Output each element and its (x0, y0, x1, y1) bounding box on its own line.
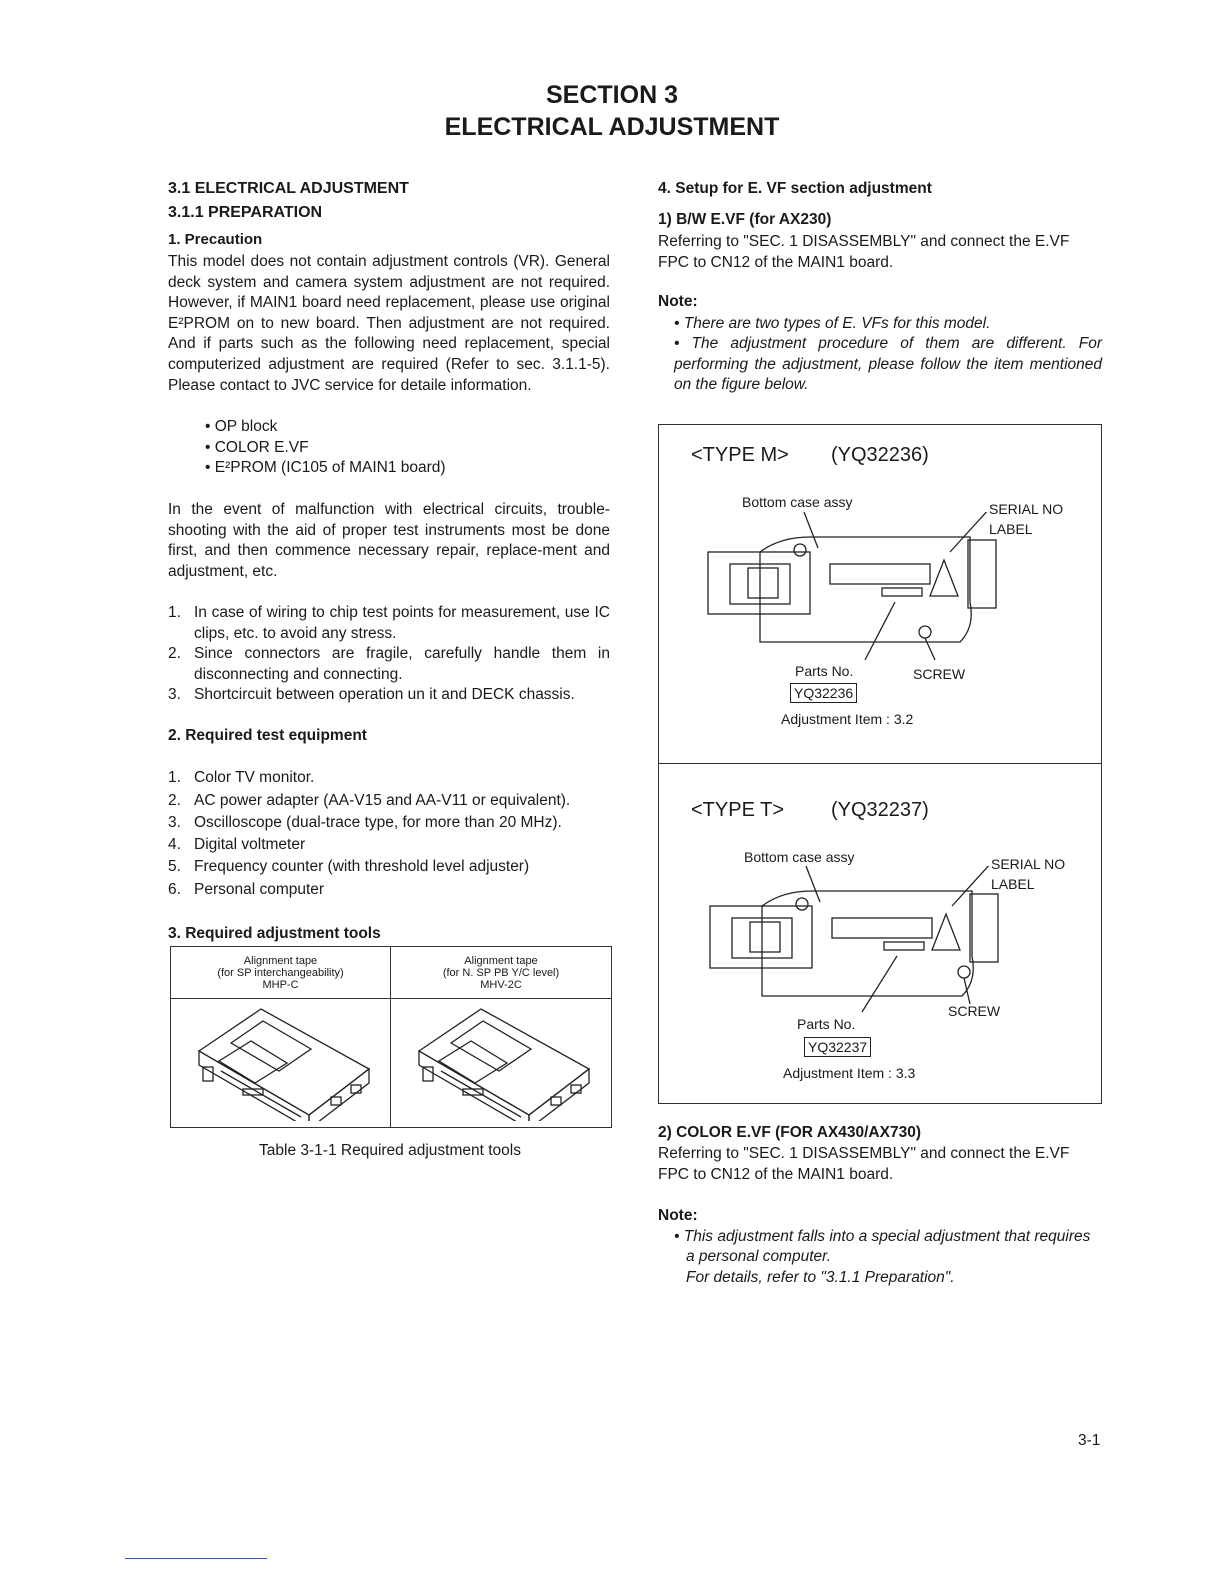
page-title: ELECTRICAL ADJUSTMENT (444, 113, 780, 141)
type-t-code: (YQ32237) (831, 799, 929, 821)
tools-table (170, 946, 612, 1128)
page-number: 3-1 (1078, 1432, 1101, 1449)
serial-label: LABEL (991, 876, 1035, 892)
note-item: • This adjustment falls into a special adjustment that requires (674, 1228, 1091, 1245)
color-evf-text: Referring to "SEC. 1 DISASSEMBLY" and connect the E.VF FPC to CN12 of the MAIN1 board. (658, 1145, 1070, 1183)
tool-header: Alignment tape (for N. SP PB Y/C level) MHV-2C (442, 955, 560, 991)
bw-evf-text: Referring to "SEC. 1 DISASSEMBLY" and connect the E.VF FPC to CN12 of the MAIN1 board. (658, 233, 1070, 271)
type-t-label: <TYPE T> (691, 799, 785, 821)
heading-precaution: 1. Precaution (168, 231, 263, 248)
caution-text: Since connectors are fragile, carefully handle them in disconnecting and connecting. (194, 645, 610, 683)
malfunction-paragraph: In the event of malfunction with electrical circuits, trouble-shooting with the aid of proper test instruments most be done first, and then commence necessary repair, replace-ment and adjustment, etc. (168, 501, 610, 580)
type-m-code: (YQ32236) (831, 444, 929, 466)
part-item: • COLOR E.VF (205, 439, 309, 456)
screw-label: SCREW (948, 1003, 1001, 1019)
adjustment-item: Adjustment Item : 3.2 (781, 711, 914, 727)
footer-rule (125, 1558, 267, 1559)
note-item: • There are two types of E. VFs for this model. (674, 315, 991, 332)
part-number: YQ32237 (804, 1037, 871, 1057)
heading-bw-evf: 1) B/W E.VF (for AX230) (658, 211, 832, 228)
note-item: For details, refer to "3.1.1 Preparation". (686, 1269, 955, 1286)
note-label: Note: (658, 1207, 698, 1224)
cassette-tape-icon (191, 1003, 381, 1121)
precaution-paragraph: This model does not contain adjustment controls (VR). General deck system and camera system adjustment are not required. However, if MAIN1 board need replacement, please use original E²PROM on to new board. Then adjustment are not required. And if parts such as the following need replacement, special computerized adjustment are required (Refer to sec. 3.1.1-5). Please contact to JVC service for detaile information. (168, 253, 610, 394)
note-item: a personal computer. (686, 1248, 832, 1265)
table-caption: Table 3-1-1 Required adjustment tools (259, 1142, 521, 1159)
serial-label: LABEL (989, 521, 1033, 537)
heading-test-equipment: 2. Required test equipment (168, 727, 367, 744)
tool-header: Alignment tape (for SP interchangeability) MHP-C (217, 955, 344, 991)
parts-no-label: Parts No. (795, 663, 854, 679)
serial-label: SERIAL NO (991, 856, 1066, 872)
caution-item: 3. (168, 686, 181, 703)
heading-setup-evf: 4. Setup for E. VF section adjustment (658, 180, 932, 197)
caution-item: 1. (168, 604, 181, 621)
cassette-tape-icon (411, 1003, 601, 1121)
equipment-item: 2. AC power adapter (AA-V15 and AA-V11 or equivalent). (168, 792, 571, 809)
part-item: • E²PROM (IC105 of MAIN1 board) (205, 459, 446, 476)
part-item: • OP block (205, 418, 278, 435)
caution-item: 2. (168, 645, 181, 662)
section-title: SECTION 3 (546, 81, 678, 109)
caution-text: Shortcircuit between operation un it and DECK chassis. (194, 686, 575, 703)
adjustment-item: Adjustment Item : 3.3 (783, 1065, 916, 1081)
equipment-item: 3. Oscilloscope (dual-trace type, for more than 20 MHz). (168, 814, 562, 831)
caution-text: In case of wiring to chip test points for measurement, use IC clips, etc. to avoid any stress. (194, 604, 610, 642)
serial-label: SERIAL NO (989, 501, 1064, 517)
type-m-label: <TYPE M> (691, 444, 789, 466)
note-label: Note: (658, 293, 698, 310)
heading-adjustment-tools: 3. Required adjustment tools (168, 925, 381, 942)
bottom-case-label: Bottom case assy (742, 494, 853, 510)
parts-no-label: Parts No. (797, 1016, 856, 1032)
note-item: • The adjustment procedure of them are different. For performing the adjustment, please follow the item mentioned on the figure below. (674, 335, 1102, 394)
heading-color-evf: 2) COLOR E.VF (FOR AX430/AX730) (658, 1124, 921, 1141)
equipment-item: 4. Digital voltmeter (168, 836, 306, 853)
equipment-item: 6. Personal computer (168, 881, 325, 898)
equipment-item: 1. Color TV monitor. (168, 769, 315, 786)
evf-diagram (702, 866, 1012, 1016)
screw-label: SCREW (913, 666, 966, 682)
equipment-item: 5. Frequency counter (with threshold level adjuster) (168, 858, 530, 875)
evf-diagram (700, 512, 1010, 662)
heading-3-1-1: 3.1.1 PREPARATION (168, 204, 323, 221)
bottom-case-label: Bottom case assy (744, 849, 855, 865)
part-number: YQ32236 (790, 683, 857, 703)
heading-3-1: 3.1 ELECTRICAL ADJUSTMENT (168, 180, 409, 197)
